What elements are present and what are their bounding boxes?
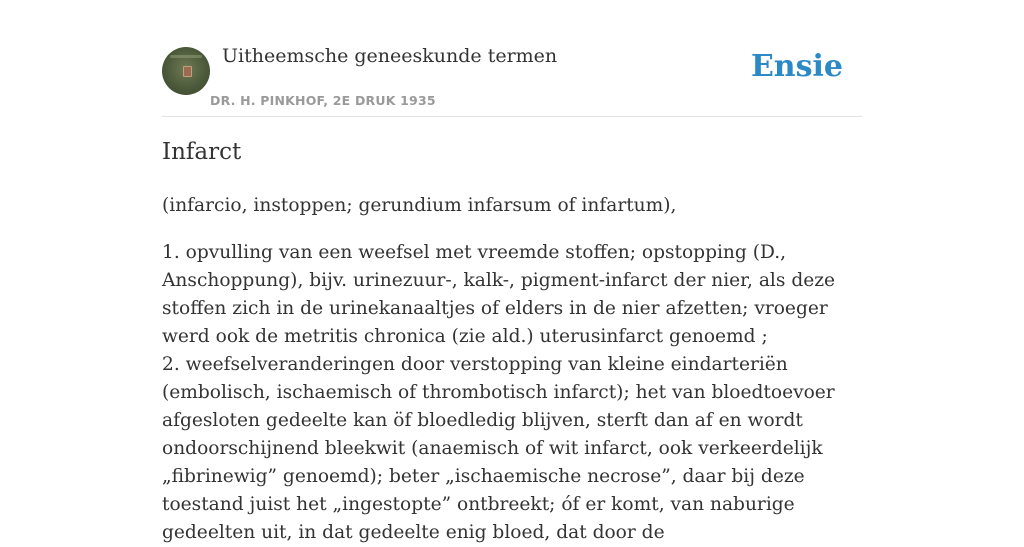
cover-emblem-icon [183,66,192,77]
entry-content [162,192,862,547]
book-cover-avatar[interactable] [162,47,210,95]
entry-definition-1: 1. opvulling van een weefsel met vreemde stoffen; opstopping (D., Anschoppung), bijv. urinezuur-, kalk-, pigment-infarct der nier, als deze stoffen zich in de urinekanaaltjes of elders in de nier afzetten; vroeger werd ook de metritis chronica (zie ald.) uterusinfarct genoemd ; [162,242,836,347]
book-title[interactable]: Uitheemsche geneeskunde termen [222,45,558,67]
entry-term-heading: Infarct [162,139,242,165]
entry-intro: (infarcio, instoppen; gerundium infarsum of infartum), [162,195,677,216]
ensie-logo[interactable]: Ensie [750,49,843,84]
cover-band [170,55,202,58]
book-author: DR. H. PINKHOF, 2E DRUK 1935 [210,93,436,108]
header [162,0,862,117]
entry-definition-2: 2. weefselveranderingen door verstopping van kleine eindarteriën (embolisch, ischaemisch of thrombotisch infarct); het van bloedtoevoer afgesloten gedeelte kan öf bloedledig blijven, sterft dan af en wordt ondoorschijnend bleekwit (anaemisch of wit infarct, ook verkeerdelijk „fibrinewig” genoemd); beter „ischaemische necrose”, daar bij deze toestand juist het „ingestopte” ontbreekt; óf er komt, van naburige gedeelten uit, in dat gedeelte enig bloed, dat door de [162,354,835,543]
